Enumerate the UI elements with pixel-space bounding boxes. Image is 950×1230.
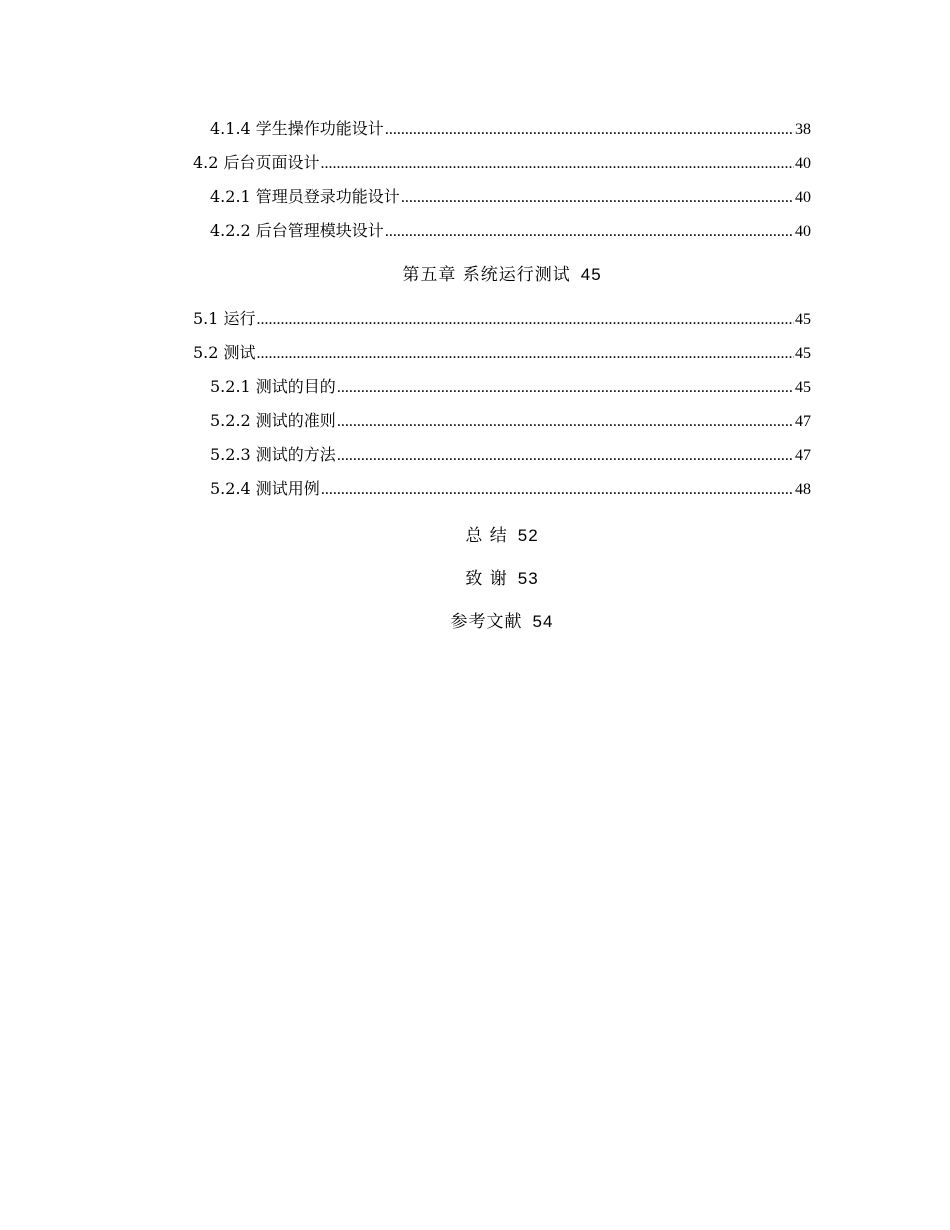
- toc-entry-page: 45: [795, 379, 811, 396]
- toc-entry-4-1-4[interactable]: [193, 112, 811, 146]
- toc-leader-dots: [321, 473, 794, 507]
- toc-leader-dots: [321, 147, 794, 181]
- toc-chapter-5[interactable]: [193, 248, 811, 302]
- toc-chapter-page: 45: [580, 265, 602, 284]
- toc-leader-dots: [385, 215, 794, 249]
- toc-entry-page: 45: [795, 345, 811, 362]
- toc-entry-label: 5.1 运行: [193, 309, 256, 328]
- toc-summary[interactable]: [193, 514, 811, 557]
- toc-chapter-page: 52: [517, 526, 539, 545]
- toc-chapter-title: 总 结: [465, 526, 508, 546]
- toc-entry-5-2-3[interactable]: [193, 438, 811, 472]
- toc-entry-page: 38: [795, 121, 811, 138]
- toc-chapter-title: 参考文献: [450, 612, 523, 632]
- toc-entry-page: 45: [795, 311, 811, 328]
- toc-entry-label: 4.2 后台页面设计: [193, 153, 320, 172]
- toc-entry-page: 48: [795, 481, 811, 498]
- toc-references[interactable]: [193, 600, 811, 643]
- toc-leader-dots: [337, 405, 794, 439]
- toc-entry-4-2-2[interactable]: [193, 214, 811, 248]
- toc-acknowledgements[interactable]: [193, 557, 811, 600]
- toc-leader-dots: [257, 303, 794, 337]
- toc-leader-dots: [337, 439, 794, 473]
- toc-entry-page: 40: [795, 189, 811, 206]
- toc-entry-label: 5.2.2 测试的准则: [210, 411, 336, 430]
- toc-entry-label: 5.2.3 测试的方法: [210, 445, 336, 464]
- toc-entry-label: 4.2.2 后台管理模块设计: [210, 221, 384, 240]
- toc-entry-label: 5.2.4 测试用例: [210, 479, 320, 498]
- toc-entry-page: 47: [795, 447, 811, 464]
- toc-leader-dots: [401, 181, 794, 215]
- toc-leader-dots: [257, 337, 794, 371]
- toc-entry-5-2-1[interactable]: [193, 370, 811, 404]
- toc-chapter-page: 53: [517, 569, 539, 588]
- toc-entry-4-2-1[interactable]: [193, 180, 811, 214]
- toc-entry-page: 40: [795, 155, 811, 172]
- table-of-contents: [193, 112, 811, 643]
- toc-entry-5-2-2[interactable]: [193, 404, 811, 438]
- toc-chapter-page: 54: [532, 612, 554, 631]
- toc-entry-4-2[interactable]: [193, 146, 811, 180]
- toc-entry-page: 47: [795, 413, 811, 430]
- toc-entry-label: 4.1.4 学生操作功能设计: [210, 119, 384, 138]
- toc-leader-dots: [385, 113, 794, 147]
- toc-entry-label: 5.2.1 测试的目的: [210, 377, 336, 396]
- toc-entry-label: 4.2.1 管理员登录功能设计: [210, 187, 400, 206]
- toc-entry-label: 5.2 测试: [193, 343, 256, 362]
- toc-chapter-title: 第五章 系统运行测试: [402, 265, 571, 285]
- toc-entry-5-2[interactable]: [193, 336, 811, 370]
- toc-leader-dots: [337, 371, 794, 405]
- toc-entry-5-2-4[interactable]: [193, 472, 811, 506]
- toc-chapter-title: 致 谢: [465, 569, 508, 589]
- toc-entry-5-1[interactable]: [193, 302, 811, 336]
- toc-entry-page: 40: [795, 223, 811, 240]
